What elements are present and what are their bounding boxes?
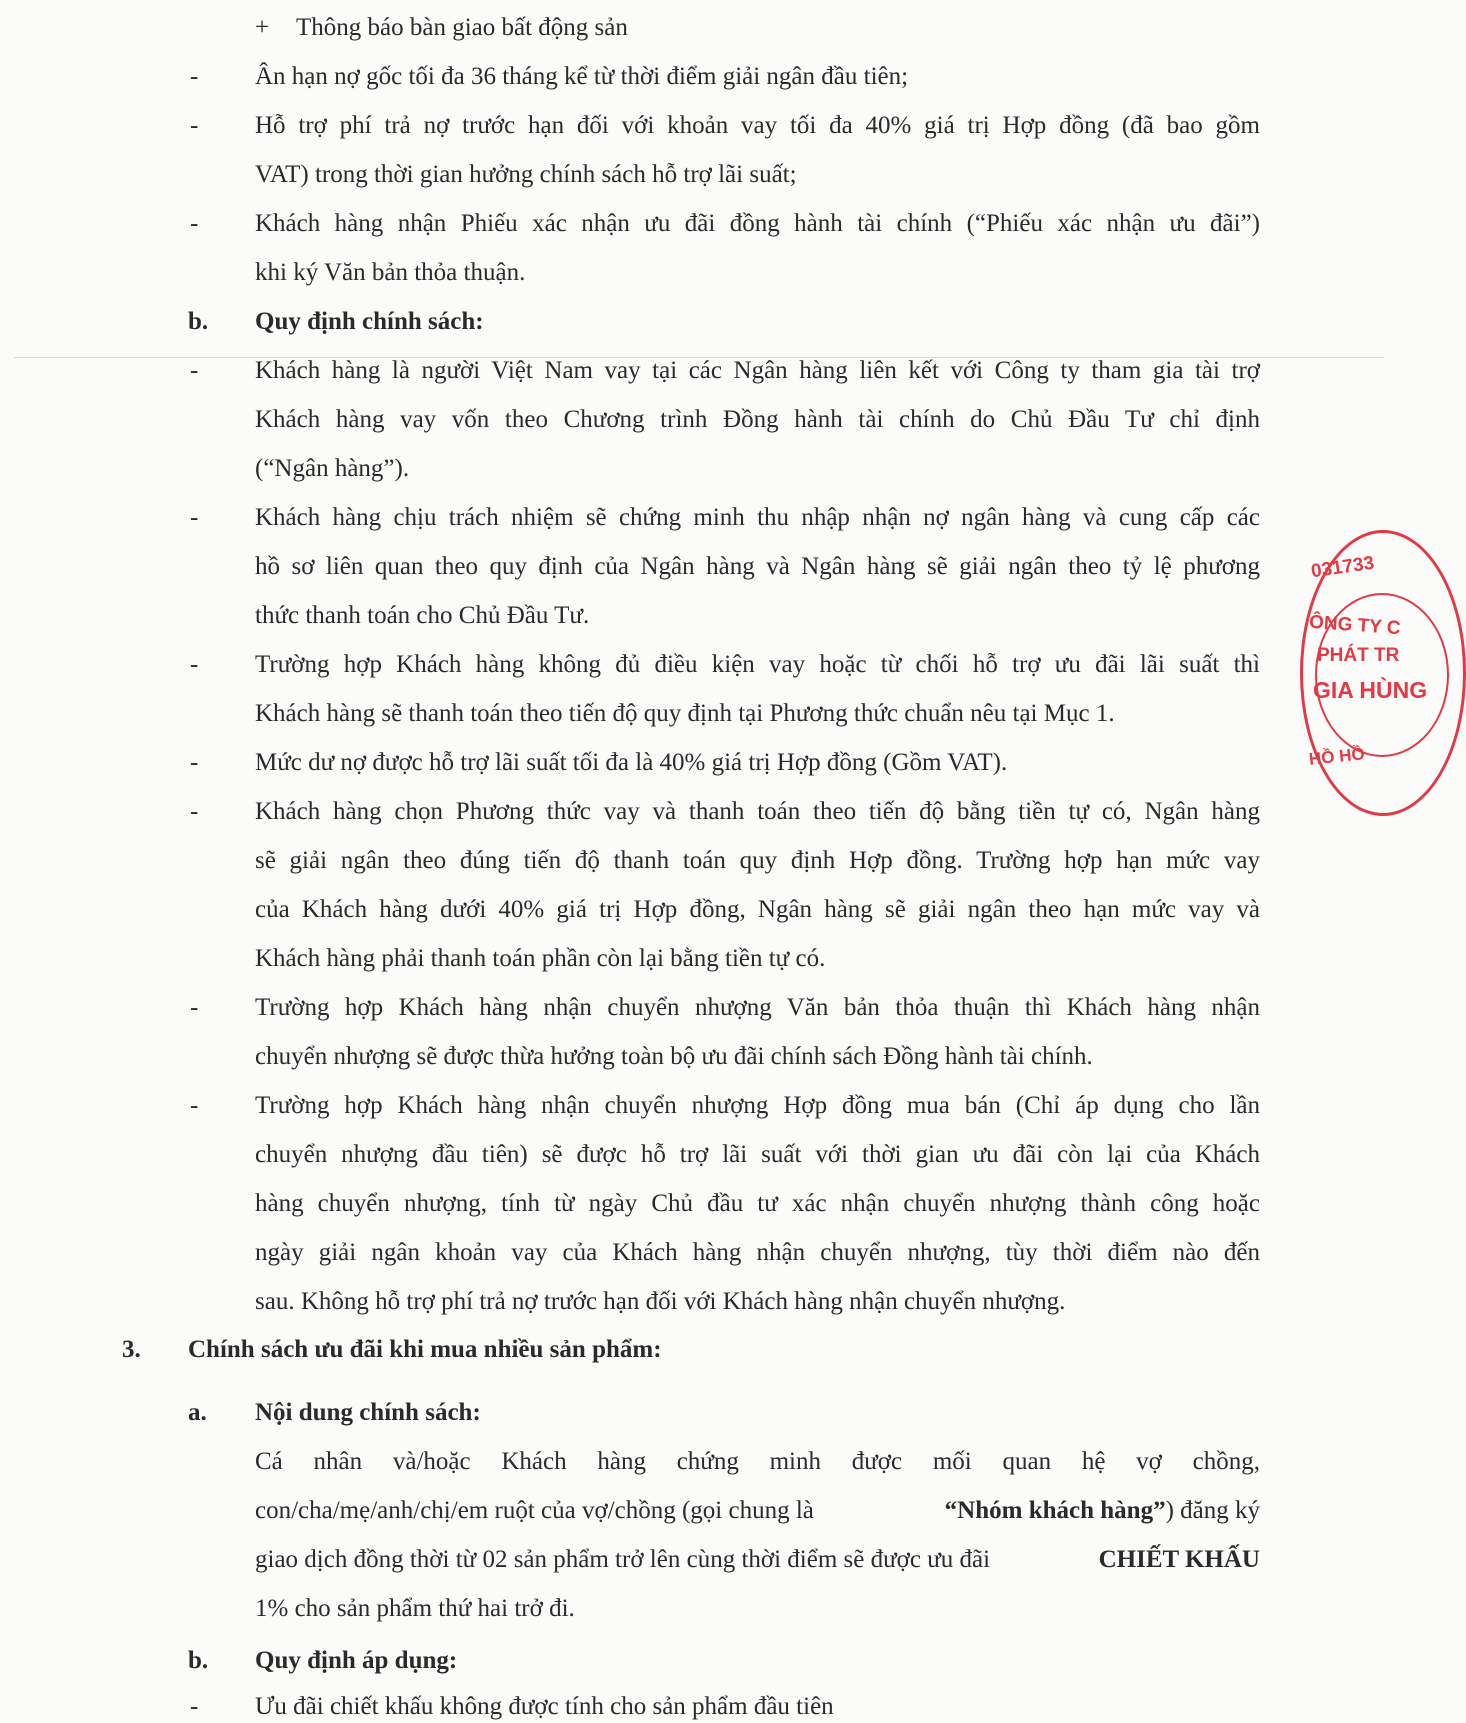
bullet-dash: -: [190, 504, 199, 531]
section-marker: b.: [188, 308, 209, 335]
text-line: hàng chuyển nhượng, tính từ ngày Chủ đầu tư xác nhận chuyển nhượng thành công hoặc: [255, 1190, 1260, 1217]
bullet-plus: +: [255, 14, 270, 41]
section-heading: Quy định áp dụng:: [255, 1647, 458, 1674]
text-line: Ân hạn nợ gốc tối đa 36 tháng kể từ thời điểm giải ngân đầu tiên;: [255, 63, 909, 90]
text-line: Hỗ trợ phí trả nợ trước hạn đối với khoản vay tối đa 40% giá trị Hợp đồng (đã bao gồm: [255, 112, 1260, 139]
text-fragment: ) đăng ký: [1165, 1497, 1260, 1524]
text-line: VAT) trong thời gian hưởng chính sách hỗ trợ lãi suất;: [255, 161, 797, 188]
bullet-dash: -: [190, 994, 199, 1021]
text-line: Trường hợp Khách hàng nhận chuyển nhượng Hợp đồng mua bán (Chỉ áp dụng cho lần: [255, 1092, 1260, 1119]
text-line: Trường hợp Khách hàng không đủ điều kiện vay hoặc từ chối hỗ trợ ưu đãi lãi suất thì: [255, 651, 1260, 678]
bullet-dash: -: [190, 1092, 199, 1119]
seal-text: PHÁT TR: [1317, 645, 1400, 666]
bullet-dash: -: [190, 749, 199, 776]
text-line: 1% cho sản phẩm thứ hai trở đi.: [255, 1595, 575, 1622]
text-line: chuyển nhượng đầu tiên) sẽ được hỗ trợ lãi suất với thời gian ưu đãi còn lại của Khách: [255, 1141, 1260, 1168]
text-line: Khách hàng chọn Phương thức vay và thanh toán theo tiến độ bằng tiền tự có, Ngân hàng: [255, 798, 1260, 825]
section-marker: b.: [188, 1647, 209, 1674]
section-heading: Nội dung chính sách:: [255, 1399, 481, 1426]
text-line: ngày giải ngân khoản vay của Khách hàng nhận chuyển nhượng, tùy thời điểm nào đến: [255, 1239, 1260, 1266]
section-heading: Chính sách ưu đãi khi mua nhiều sản phẩm:: [188, 1336, 662, 1363]
text-line: Khách hàng vay vốn theo Chương trình Đồng hành tài chính do Chủ Đầu Tư chỉ định: [255, 406, 1260, 433]
text-line: khi ký Văn bản thỏa thuận.: [255, 259, 526, 286]
bullet-dash: -: [190, 210, 199, 237]
text-line: Khách hàng là người Việt Nam vay tại các Ngân hàng liên kết với Công ty tham gia tài trợ: [255, 357, 1260, 384]
section-number: 3.: [122, 1336, 141, 1363]
text-fragment: giao dịch đồng thời từ 02 sản phẩm trở lên cùng thời điểm sẽ được ưu đãi: [255, 1546, 991, 1573]
text-line: Cá nhân và/hoặc Khách hàng chứng minh được mối quan hệ vợ chồng,: [255, 1448, 1260, 1475]
section-marker: a.: [188, 1399, 207, 1426]
text-fragment: con/cha/mẹ/anh/chị/em ruột của vợ/chồng (gọi chung là: [255, 1497, 814, 1524]
customer-group-term: “Nhóm khách hàng”: [944, 1497, 1166, 1524]
company-seal: [1300, 530, 1466, 816]
text-line: Khách hàng chịu trách nhiệm sẽ chứng minh thu nhập nhận nợ ngân hàng và cung cấp các: [255, 504, 1260, 531]
bullet-dash: -: [190, 798, 199, 825]
bullet-dash: -: [190, 63, 199, 90]
text-line: của Khách hàng dưới 40% giá trị Hợp đồng, Ngân hàng sẽ giải ngân theo hạn mức vay và: [255, 896, 1260, 923]
seal-number: 031733: [1309, 552, 1376, 583]
seal-text: GIA HÙNG: [1313, 677, 1428, 703]
text-line: hồ sơ liên quan theo quy định của Ngân hàng và Ngân hàng sẽ giải ngân theo tỷ lệ phương: [255, 553, 1260, 580]
text-line: sẽ giải ngân theo đúng tiến độ thanh toán quy định Hợp đồng. Trường hợp hạn mức vay: [255, 847, 1260, 874]
text-line: Mức dư nợ được hỗ trợ lãi suất tối đa là 40% giá trị Hợp đồng (Gồm VAT).: [255, 749, 1008, 776]
text-line: Khách hàng phải thanh toán phần còn lại bằng tiền tự có.: [255, 945, 826, 972]
text-line: Khách hàng sẽ thanh toán theo tiến độ quy định tại Phương thức chuẩn nêu tại Mục 1.: [255, 700, 1115, 727]
discount-term: CHIẾT KHẤU: [1098, 1546, 1260, 1573]
text-line: Ưu đãi chiết khấu không được tính cho sản phẩm đầu tiên: [255, 1693, 834, 1720]
section-heading: Quy định chính sách:: [255, 308, 484, 335]
bullet-dash: -: [190, 357, 199, 384]
seal-text: ÔNG TY C: [1308, 611, 1402, 640]
bullet-dash: -: [190, 1693, 199, 1720]
bullet-dash: -: [190, 112, 199, 139]
text-line: (“Ngân hàng”).: [255, 455, 410, 482]
text-line: Thông báo bàn giao bất động sản: [296, 14, 628, 41]
text-line: Trường hợp Khách hàng nhận chuyển nhượng Văn bản thỏa thuận thì Khách hàng nhận: [255, 994, 1260, 1021]
text-line: thức thanh toán cho Chủ Đầu Tư.: [255, 602, 590, 629]
text-fragment-group: [945, 1495, 1260, 1527]
text-line: Khách hàng nhận Phiếu xác nhận ưu đãi đồng hành tài chính (“Phiếu xác nhận ưu đãi”): [255, 210, 1260, 237]
text-line: [255, 1495, 1260, 1527]
seal-text: HỒ HỒ: [1308, 744, 1366, 769]
bullet-dash: -: [190, 651, 199, 678]
text-line: [255, 1544, 1260, 1576]
text-line: sau. Không hỗ trợ phí trả nợ trước hạn đối với Khách hàng nhận chuyển nhượng.: [255, 1288, 1066, 1315]
text-line: chuyển nhượng sẽ được thừa hưởng toàn bộ ưu đãi chính sách Đồng hành tài chính.: [255, 1043, 1093, 1070]
